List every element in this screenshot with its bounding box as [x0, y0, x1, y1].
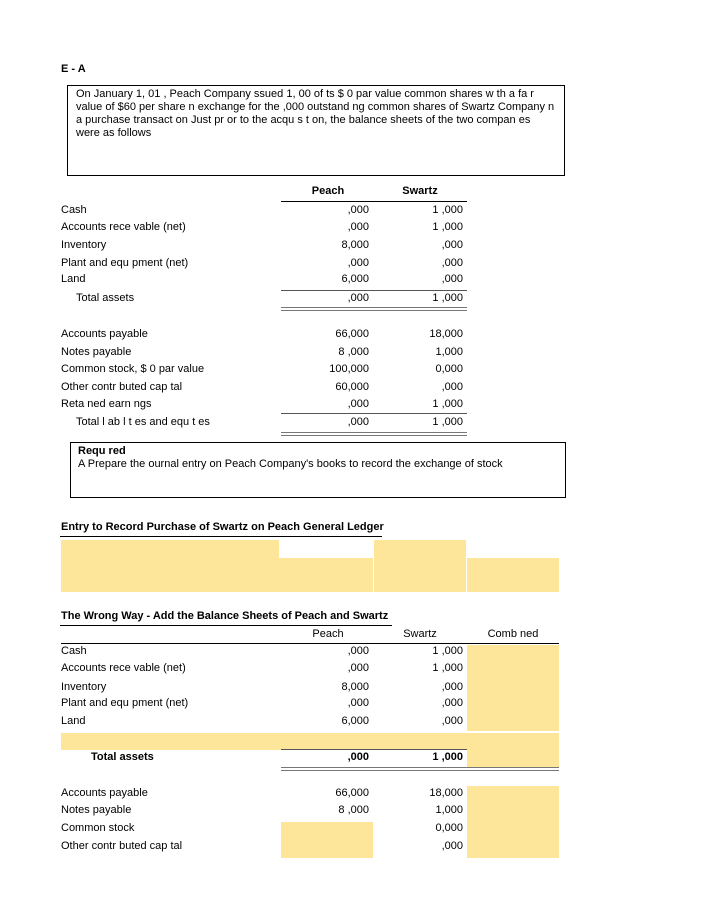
peach-value: ,000 [347, 221, 369, 233]
swartz-value: 1 ,000 [432, 662, 463, 674]
adjustment-input-row[interactable] [61, 733, 559, 750]
peach-value: ,000 [347, 645, 369, 657]
row-label: Reta ned earn ngs [61, 398, 152, 410]
row-label: Other contr buted cap tal [61, 840, 183, 852]
total-double-line [281, 307, 467, 311]
peach-value: ,000 [347, 751, 369, 763]
entry-input-cell[interactable] [467, 558, 559, 592]
row-label: Land [61, 273, 86, 285]
row-label: Notes payable [61, 346, 132, 358]
swartz-value: ,000 [441, 681, 463, 693]
peach-value: ,000 [347, 257, 369, 269]
peach-value: 8,000 [341, 239, 369, 251]
col-header-peach: Peach [311, 185, 345, 197]
col-header-peach: Peach [312, 628, 344, 640]
entry-title-underline [60, 536, 382, 537]
row-label: Cash [61, 645, 87, 657]
swartz-value: ,000 [441, 840, 463, 852]
row-label: Total assets [76, 292, 135, 304]
peach-value: 6,000 [341, 273, 369, 285]
row-label: Notes payable [61, 804, 132, 816]
col-header-combined: Comb ned [487, 628, 539, 640]
peach-value: 8 ,000 [338, 346, 369, 358]
swartz-value: 0,000 [435, 822, 463, 834]
peach-value: 8,000 [341, 681, 369, 693]
swartz-value: 1,000 [435, 346, 463, 358]
swartz-value: 1 ,000 [432, 292, 463, 304]
required-title: Requ red [78, 445, 126, 457]
peach-value: ,000 [347, 416, 369, 428]
col-header-swartz: Swartz [402, 185, 438, 197]
peach-value: 8 ,000 [338, 804, 369, 816]
row-label: Common stock, $ 0 par value [61, 363, 205, 375]
peach-value: ,000 [347, 697, 369, 709]
combined-input-cells[interactable] [467, 786, 559, 858]
entry-input-cell[interactable] [61, 540, 279, 558]
total-double-line [281, 432, 467, 436]
entry-input-cell[interactable] [61, 558, 373, 592]
peach-value: ,000 [347, 204, 369, 216]
peach-value: ,000 [347, 292, 369, 304]
combined-input-cells[interactable] [467, 645, 559, 731]
swartz-value: 18,000 [429, 787, 463, 799]
wrong-way-title-underline [60, 625, 392, 626]
peach-value: 100,000 [329, 363, 369, 375]
entry-input-cell[interactable] [374, 558, 466, 592]
row-label: Other contr buted cap tal [61, 381, 183, 393]
required-text: A Prepare the ournal entry on Peach Company's books to record the exchange of stock [78, 458, 503, 470]
row-label: Plant and equ pment (net) [61, 257, 189, 269]
peach-value: ,000 [347, 398, 369, 410]
problem-box [67, 85, 565, 176]
peach-value: 66,000 [335, 328, 369, 340]
row-label: Accounts payable [61, 328, 148, 340]
combined-total-input[interactable] [467, 750, 559, 767]
row-label: Total assets [91, 751, 154, 763]
row-label: Accounts payable [61, 787, 148, 799]
row-label: Accounts rece vable (net) [61, 662, 186, 674]
swartz-value: ,000 [441, 239, 463, 251]
swartz-value: 1 ,000 [432, 221, 463, 233]
swartz-value: ,000 [441, 273, 463, 285]
header-underline [281, 201, 467, 202]
wrong-way-title: The Wrong Way - Add the Balance Sheets of Peach and Swartz [61, 610, 389, 622]
swartz-value: 1 ,000 [432, 645, 463, 657]
swartz-value: 1,000 [435, 804, 463, 816]
worksheet-heading: E - A [61, 63, 86, 75]
subtotal-line [281, 413, 467, 414]
row-label: Inventory [61, 681, 107, 693]
peach-value: 66,000 [335, 787, 369, 799]
peach-value: ,000 [347, 662, 369, 674]
swartz-value: ,000 [441, 381, 463, 393]
swartz-value: ,000 [441, 257, 463, 269]
swartz-value: ,000 [441, 697, 463, 709]
swartz-value: ,000 [441, 715, 463, 727]
total-double-line [281, 767, 559, 771]
swartz-value: 1 ,000 [432, 204, 463, 216]
row-label: Accounts rece vable (net) [61, 221, 186, 233]
row-label: Inventory [61, 239, 107, 251]
subtotal-line [281, 290, 467, 291]
swartz-value: 0,000 [435, 363, 463, 375]
swartz-value: 1 ,000 [432, 398, 463, 410]
row-label: Common stock [61, 822, 135, 834]
header-underline [61, 643, 559, 644]
entry-title: Entry to Record Purchase of Swartz on Peach General Ledger [61, 521, 384, 533]
swartz-value: 1 ,000 [432, 416, 463, 428]
entry-input-cell[interactable] [374, 540, 466, 558]
peach-input-cells[interactable] [281, 822, 373, 858]
subtotal-line [281, 749, 467, 750]
required-box [70, 442, 566, 498]
peach-value: 6,000 [341, 715, 369, 727]
row-label: Total l ab l t es and equ t es [76, 416, 210, 428]
problem-text: On January 1, 01 , Peach Company ssued 1, 00 of ts $ 0 par value common shares w th a fa r value of $60 per share n exchange for the ,000 outstand ng common shares of Swartz Company n a purchase transact on Just pr or to the acqu s t on, the balance sheets of the two compan es were as follows [76, 88, 555, 139]
row-label: Land [61, 715, 86, 727]
swartz-value: 1 ,000 [432, 751, 463, 763]
swartz-value: 18,000 [429, 328, 463, 340]
peach-value: 60,000 [335, 381, 369, 393]
row-label: Plant and equ pment (net) [61, 697, 189, 709]
col-header-swartz: Swartz [403, 628, 437, 640]
row-label: Cash [61, 204, 87, 216]
